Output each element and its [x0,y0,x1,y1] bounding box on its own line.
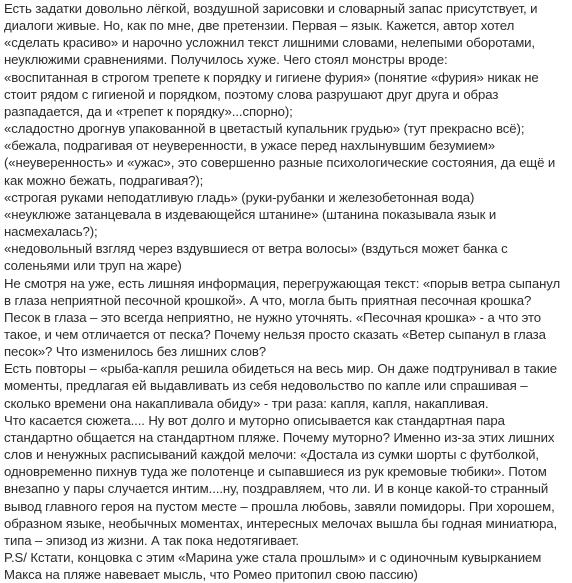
review-paragraph-repetitions: Есть повторы – «рыба-капля решила обидеться на весь мир. Он даже подтрунивал в такие моменты, предлагая ей выдавливать из себя недовольство по капле или спрашивая – сколько времени она накапливала обиду» - три раза: капля, капля, накапливая. [4,361,557,411]
review-paragraph-example-uncertainty: «бежала, подрагивая от неуверенности, в ужасе перед нахлынувшим безумием» («неуверенность» и «ужас», это совершенно разные психологические состояния, да ещё и как можно бежать, подрагивая?); [4,138,556,188]
review-paragraph-example-hair: «недовольный взгляд через вздувшиеся от ветра волосы» (вздуться может банка с соленьями или труп на жаре) [4,241,508,274]
review-paragraph-example-trouser-leg: «неуклюже затанцевала в издевающейся штанине» (штанина показывала язык и насмехалась?); [4,206,497,240]
review-paragraph-example-hands: «строгая руками неподатливую гладь» (руки-рубанки и железобетонная вода) [4,189,475,205]
review-paragraph-extra-info: Не смотря на уже, есть лишняя информация, перегружающая текст: «порыв ветра сыпанул в глаза неприятной песочной крошкой». А что, могла быть приятная песочная крошка? Песок в глаза – это всегда неприятно, не нужно уточнять. «Песочная крошка» - а что это такое, и чем отличается от песка? Почему нельзя просто сказать «Ветер сыпанул в глаза песок»? Что изменилось без лишних слов? [4,275,561,360]
review-paragraph-plot: Что касается сюжета.... Ну вот долго и муторно описывается как стандартная пара стандартно общается на стандартном пляже. Почему муторно? Именно из-за этих лишних слов и ненужных расписываний каждой мелочи: «Достала из сумки шорты с футболкой, одновременно пихнув туда же полотенце и сыпавшиеся из рук кремовые тюбики». Потом внезапно у пары случается интим....ну, поздравляем, что ли. И в конце какой-то странный вывод главного героя на пустом месте – прошла любовь, завяли помидоры. При хорошем, образном языке, необычных моментах, интересных мелочах вышла бы годная миниатюра, типа – эпизод из жизни. А так пока недотягивает. [4,412,558,548]
review-paragraph-example-swimsuit: «сладостно дрогнув упакованной в цветастый купальник грудью» (тут прекрасно всё); [4,121,525,137]
review-paragraph-example-fury: «воспитанная в строгом трепете к порядку и гигиене фурия» (понятие «фурия» никак не стоит рядом с гигиеной и порядком, поэтому слова разрушают друг друга и образ разпадается, да и «трепет к порядку»...спорно); [4,69,539,119]
review-paragraph-postscript: P.S/ Кстати, концовка с этим «Марина уже стала прошлым» и с одиночным кувырканием Макса на пляже навевает мысль, что Ромео притопил свою пассию) [4,550,542,583]
review-paragraph-intro: Есть задатки довольно лёгкой, воздушной зарисовки и словарный запас присутствует, и диалоги живые. Но, как по мне, две претензии. Первая – язык. Кажется, автор хотел «сделать красиво» и нарочно усложнил текст лишними словами, нелепыми оборотами, неуклюжими сравнениями. Получилось хуже. Чего стоял монстры вроде: [4,1,538,68]
